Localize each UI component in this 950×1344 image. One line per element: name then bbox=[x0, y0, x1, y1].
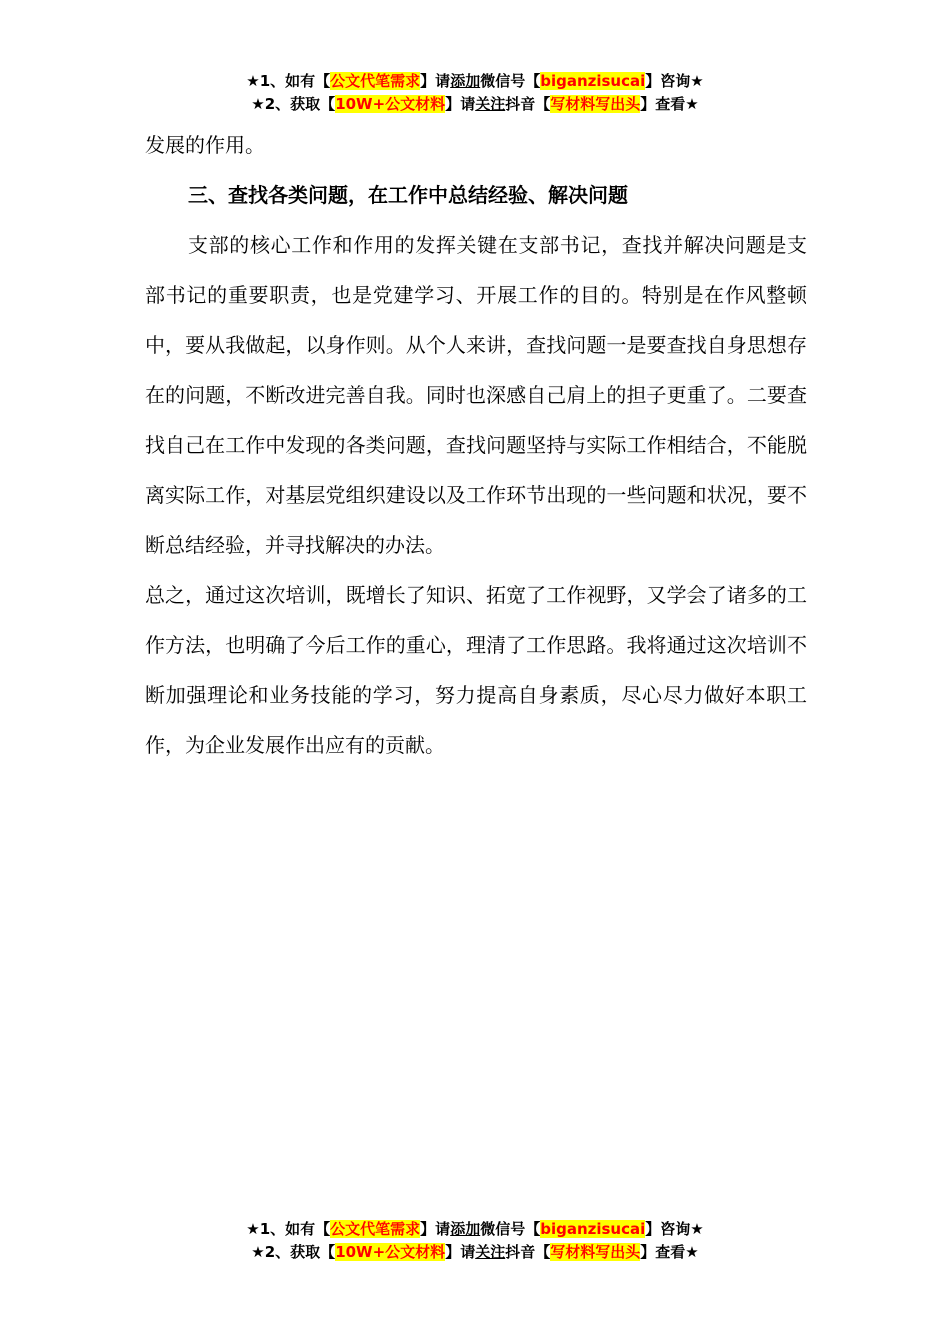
highlight-douyin-account: 写材料写出头 bbox=[550, 1243, 641, 1261]
section-heading: 三、查找各类问题，在工作中总结经验、解决问题 bbox=[188, 183, 628, 207]
banner-text: ★2、获取【 bbox=[251, 1243, 336, 1261]
highlight-materials: 10W+公文材料 bbox=[335, 1243, 446, 1261]
banner-text: 】查看★ bbox=[640, 1243, 699, 1261]
highlight-douyin-account: 写材料写出头 bbox=[550, 95, 641, 113]
banner-text: 】咨询★ bbox=[645, 72, 704, 90]
banner-line-1 bbox=[0, 1218, 950, 1241]
header-banner bbox=[0, 70, 950, 116]
banner-text: 抖音【 bbox=[505, 95, 551, 113]
footer-banner bbox=[0, 1218, 950, 1264]
highlight-service: 公文代笔需求 bbox=[330, 72, 421, 90]
highlight-wechat-id: biganzisucai bbox=[540, 1220, 646, 1238]
banner-text: 】查看★ bbox=[640, 95, 699, 113]
underlined-text: 关注 bbox=[475, 1243, 506, 1261]
banner-line-1 bbox=[0, 70, 950, 93]
underlined-text: 添加 bbox=[450, 72, 481, 90]
body-paragraph-2: 总之，通过这次培训，既增长了知识、拓宽了工作视野，又学会了诸多的工作方法，也明确了今后工作的重心，理清了工作思路。我将通过这次培训不断加强理论和业务技能的学习，努力提高自身素质，尽心尽力做好本职工作，为企业发展作出应有的贡献。 bbox=[145, 583, 807, 757]
underlined-text: 关注 bbox=[475, 95, 506, 113]
banner-text: 】请 bbox=[445, 1243, 476, 1261]
banner-text: 】请 bbox=[420, 1220, 451, 1238]
banner-line-2 bbox=[0, 1241, 950, 1264]
highlight-wechat-id: biganzisucai bbox=[540, 72, 646, 90]
banner-text: 微信号【 bbox=[480, 72, 541, 90]
banner-text: ★1、如有【 bbox=[246, 72, 331, 90]
underlined-text: 添加 bbox=[450, 1220, 481, 1238]
banner-text: 】请 bbox=[420, 72, 451, 90]
highlight-materials: 10W+公文材料 bbox=[335, 95, 446, 113]
body-paragraph-1: 支部的核心工作和作用的发挥关键在支部书记，查找并解决问题是支部书记的重要职责，也是党建学习、开展工作的目的。特别是在作风整顿中，要从我做起，以身作则。从个人来讲，查找问题一是要查找自身思想存在的问题，不断改进完善自我。同时也深感自己肩上的担子更重了。二要查找自己在工作中发现的各类问题，查找问题坚持与实际工作相结合，不能脱离实际工作，对基层党组织建设以及工作环节出现的一些问题和状况，要不断总结经验，并寻找解决的办法。 bbox=[145, 233, 807, 557]
continuation-text: 发展的作用。 bbox=[145, 133, 265, 157]
banner-text: ★2、获取【 bbox=[251, 95, 336, 113]
banner-text: 】请 bbox=[445, 95, 476, 113]
banner-text: ★1、如有【 bbox=[246, 1220, 331, 1238]
banner-text: 】咨询★ bbox=[645, 1220, 704, 1238]
document-body bbox=[145, 120, 807, 770]
banner-line-2 bbox=[0, 93, 950, 116]
banner-text: 微信号【 bbox=[480, 1220, 541, 1238]
banner-text: 抖音【 bbox=[505, 1243, 551, 1261]
highlight-service: 公文代笔需求 bbox=[330, 1220, 421, 1238]
